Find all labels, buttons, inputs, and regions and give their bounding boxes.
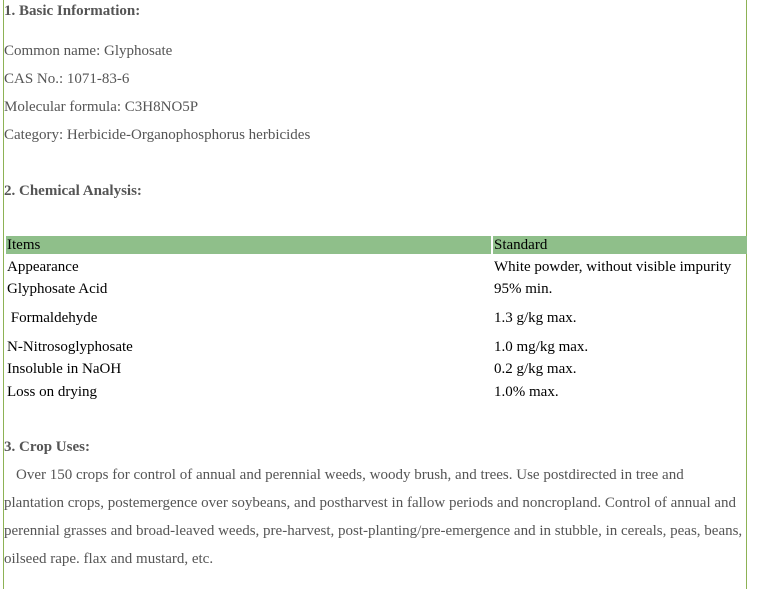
table-cell-standard: 1.3 g/kg max. bbox=[494, 310, 577, 326]
table-cell-item: N-Nitrosoglyphosate bbox=[7, 339, 133, 355]
table-cell-item: Insoluble in NaOH bbox=[7, 361, 122, 377]
table-cell-standard: 1.0 mg/kg max. bbox=[494, 339, 589, 355]
section-heading-analysis: 2. Chemical Analysis: bbox=[4, 183, 142, 199]
table-cell-item: Appearance bbox=[7, 259, 79, 275]
header-divider bbox=[491, 236, 493, 254]
common-name: Common name: Glyphosate bbox=[4, 43, 173, 59]
table-cell-standard: 1.0% max. bbox=[494, 384, 559, 400]
table-cell-item: Loss on drying bbox=[7, 384, 97, 400]
table-cell-item: Formaldehyde bbox=[7, 310, 98, 326]
category: Category: Herbicide-Organophosphorus herbicides bbox=[4, 127, 311, 143]
column-header-standard: Standard bbox=[494, 237, 548, 253]
section-heading-crop: 3. Crop Uses: bbox=[4, 439, 90, 455]
table-header-row bbox=[6, 236, 747, 254]
column-header-items: Items bbox=[7, 237, 41, 253]
table-cell-item: Glyphosate Acid bbox=[7, 281, 108, 297]
table-cell-standard: White powder, without visible impurity bbox=[494, 259, 732, 275]
table-cell-standard: 0.2 g/kg max. bbox=[494, 361, 577, 377]
crop-uses-paragraph: Over 150 crops for control of annual and perennial weeds, woody brush, and trees. Use postdirected in tree and plantation crops, postemergence over soybeans, and postharvest in fallow periods and noncropland. Control of annual and perennial grasses and broad-leaved weeds, pre-harvest, post-planting/pre-emergence and in stubble, in cereals, peas, beans, oilseed rape. flax and mustard, etc. bbox=[4, 467, 743, 567]
cas-number: CAS No.: 1071-83-6 bbox=[4, 71, 130, 87]
table-cell-standard: 95% min. bbox=[494, 281, 553, 297]
section-heading-basic: 1. Basic Information: bbox=[4, 3, 141, 19]
molecular-formula: Molecular formula: C3H8NO5P bbox=[4, 99, 199, 115]
